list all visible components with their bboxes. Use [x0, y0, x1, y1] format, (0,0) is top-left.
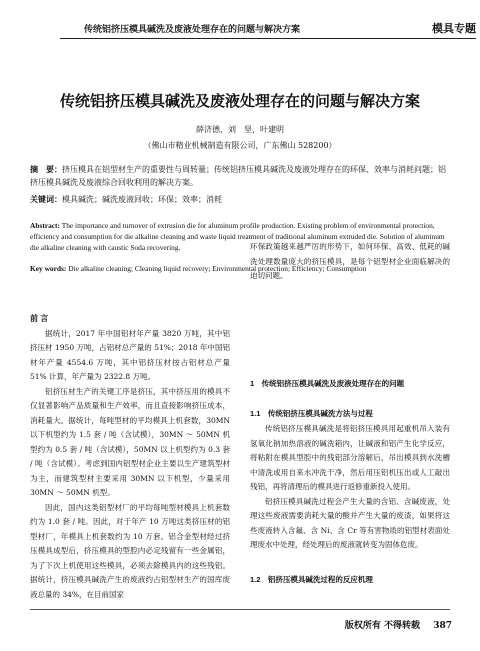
keywords-en-text: Die alkaline cleaning; Cleaning liquid recovery; Environmental protection; Efficiency; Consumption — [68, 264, 367, 273]
abstract-en-label: Abstract: — [30, 221, 60, 230]
running-header — [24, 18, 476, 48]
paragraph: 因此，国内这类铝型材厂的平均每吨型材模具上机套数约为 1.0 套 / 吨。因此，对于年产 10 万吨这类挤压材的铝型材厂，年模具上机套数约为 10 万套。铝合金型材经过挤压模具成型后，挤压模具的型腔内必定残留有一些金属铝，为了下次上机使用这些模具，必须去除模具内的这些残铝。据统计，挤压模具碱洗产生的废液约占铝型材生产的国库废液总量的 34%，在目前国家 — [30, 502, 230, 599]
footer — [345, 618, 452, 631]
copyright-notice: 版权所有 不得转载 — [344, 621, 421, 631]
keywords-cn-label: 关键词： — [30, 194, 62, 204]
abstract-cn-text: 挤压模具在铝型材生产的重要性与周转量；传统铝挤压模具碱洗及废液处理存在的环保、效率与消耗问题；铝挤压模具碱洗及废液综合回收利用的解决方案。 — [30, 165, 446, 187]
paragraph: 铝挤压材生产的关键工序是挤压，其中挤压用的模具不仅显著影响产品质量和生产效率，而且直接影响挤压成本，消耗量大。据统计，每吨型材的平均模具上机套数，30MN 以下机型约为 1.5 套 / 吨（含试模），30MN ～ 50MN 机型约为 0.5 套 / 吨（含试模），50MN 以上机型约为 0.3 套 / 吨（含试模）。考虑到国内铝型材企业主要以生产建筑型材为主，而建筑型材主要采用 30MN 以下机型，少量采用 30MN ～ 50MN 机型。 — [30, 386, 230, 497]
running-title: 传统铝挤压模具碱洗及废液处理存在的问题与解决方案 — [84, 25, 301, 35]
footer-rule — [30, 609, 450, 610]
left-column — [30, 312, 230, 602]
article-affiliation: （佛山市精业机械制造有限公司，广东佛山 528200） — [143, 141, 337, 150]
keywords-cn-text: 模具碱洗；碱洗废液回收；环保；效率；消耗 — [62, 195, 222, 204]
keywords-en-label: Key words: — [30, 264, 67, 273]
abstract-en-text: The importance and turnover of extrusion die for aluminum profile production. Existing problem of environmental protection, efficiency and consumption for die alkaline cleaning and waste liquid treatment of traditional aluminum extruded die. Solution of aluminum die alkaline cleaning with caustic Soda recovering. — [30, 221, 445, 253]
article-title: 传统铝挤压模具碱洗及废液处理存在的问题与解决方案 — [59, 92, 420, 110]
paragraph: 环保政策越来越严厉的形势下，如何环保、高效、低耗的碱洗处理数量庞大的挤压模具，是每个铝型材企业面临解决的迫切问题。 — [250, 242, 450, 280]
right-column-intro — [250, 240, 450, 284]
right-column-body — [250, 422, 450, 553]
section-tag: 模具专题 — [432, 22, 476, 35]
section-heading-1-2: 1.2 铝挤压模具碱洗过程的反应机理 — [250, 575, 373, 584]
abstract-cn-label: 摘 要： — [30, 164, 62, 174]
page-number: 387 — [433, 621, 452, 631]
section-heading-1: 1 传统铝挤压模具碱洗及废液处理存在的问题 — [250, 379, 405, 388]
paragraph: 铝挤压模具碱洗过程会产生大量的含铝、含碱废液，处理这些废液需要消耗大量的酸并产生大量的废渣，如果将这些废液转入含氟、含 Ni、含 Cr 等有害物质的铝型材表面处理废水中处理，经处理后的废液就转变为固体危废。 — [250, 496, 450, 549]
keywords-cn — [30, 193, 448, 206]
article-authors: 薛济德，刘 坚，叶建明 — [196, 125, 284, 134]
abstract-cn — [30, 163, 448, 189]
paragraph: 传统铝挤压模具碱洗是将铝挤压模具用起重机吊入装有氢氧化钠加热溶液的碱洗箱内，让碱液和铝产生化学反应，将粘附在模具型腔中的残铝部分溶解后，吊出模具到水洗槽中清洗或用自来水冲洗干净，然后用压铝机压出或人工敲出残铝，再将清理后的模具进行返修重新投入使用。 — [250, 424, 450, 491]
header-rule — [60, 38, 476, 39]
section-heading-1-1: 1.1 传统铝挤压模具碱洗方法与过程 — [250, 409, 373, 418]
paragraph: 据统计，2017 年中国铝材年产量 3820 万吨，其中铝挤压材 1950 万吨，占铝材总产量的 51%；2018 年中国铝材年产量 4554.6 万吨，其中铝挤压材按占铝材总产量 51% 计算，年产量为 2322.8 万吨。 — [30, 328, 230, 381]
foreword-heading: 前 言 — [30, 314, 49, 323]
